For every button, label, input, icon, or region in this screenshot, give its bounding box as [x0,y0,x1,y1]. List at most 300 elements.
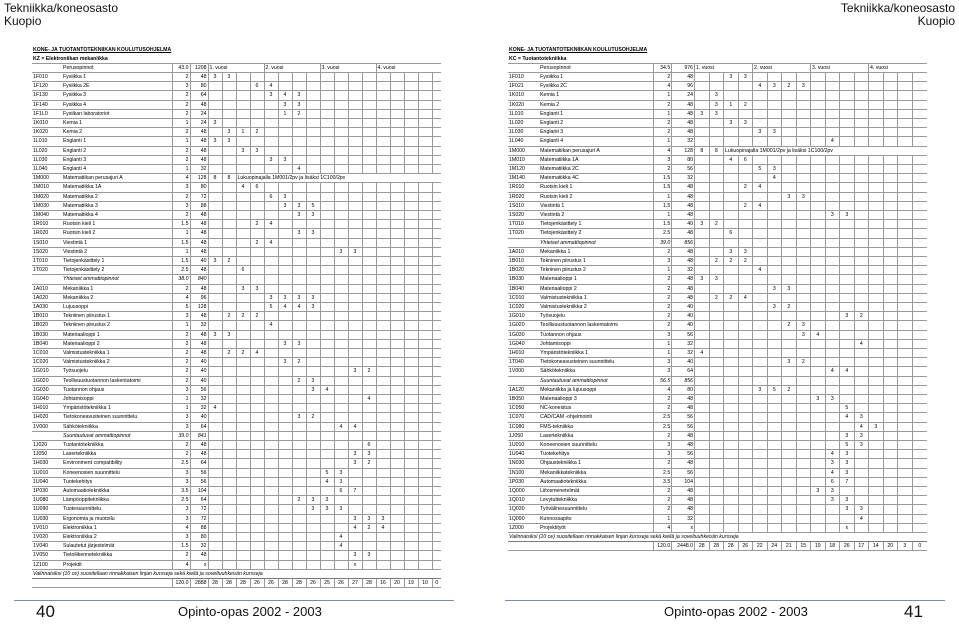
weekly-hours [767,431,782,440]
weekly-hours: 8 [222,174,236,183]
total-cell: 20 [883,542,898,551]
weekly-hours [376,312,390,321]
weekly-hours [404,459,418,468]
weekly-hours: 4 [236,183,250,192]
weekly-hours [738,459,753,468]
weekly-hours [334,431,348,440]
weekly-hours [796,523,811,532]
weekly-hours [278,413,292,422]
weekly-hours [404,487,418,496]
course-name: Koneenosien suunnittelu [539,441,653,450]
weekly-hours [767,459,782,468]
weekly-hours [418,238,432,247]
course-name: Ohjaustekniikka 1 [539,459,653,468]
weekly-hours [418,118,432,127]
weekly-hours [432,109,441,118]
weekly-hours [250,229,264,238]
hours: 48 [190,137,208,146]
credits: 2 [172,109,190,118]
weekly-hours: 3 [236,146,250,155]
weekly-hours [264,468,278,477]
weekly-hours [418,487,432,496]
weekly-hours [432,487,441,496]
total-cell [508,542,539,551]
course-name: Englanti 3 [62,155,172,164]
hours: 48 [672,431,695,440]
weekly-hours [362,109,376,118]
credits: 2 [172,91,190,100]
weekly-hours [222,523,236,532]
weekly-hours [709,137,724,146]
weekly-hours [883,293,898,302]
weekly-hours [222,91,236,100]
course-row [508,450,927,459]
weekly-hours [738,339,753,348]
weekly-hours [796,137,811,146]
weekly-hours [796,459,811,468]
weekly-hours [362,413,376,422]
weekly-hours [811,128,826,137]
weekly-hours [334,395,348,404]
weekly-hours [738,321,753,330]
weekly-hours [348,192,362,201]
weekly-hours [236,118,250,127]
weekly-hours [334,358,348,367]
weekly-hours [306,468,320,477]
weekly-hours [390,542,404,551]
weekly-hours [292,146,306,155]
weekly-hours [738,164,753,173]
weekly-hours [362,72,376,81]
weekly-hours [724,312,739,321]
weekly-hours [292,468,306,477]
weekly-hours [695,174,710,183]
weekly-hours [796,109,811,118]
weekly-hours: 4 [292,302,306,311]
weekly-hours [320,358,334,367]
course-name: Ruotsin kieli 1 [62,220,172,229]
total-cell: 28 [292,579,306,588]
weekly-hours [362,247,376,256]
weekly-hours [709,183,724,192]
weekly-hours [912,118,927,127]
weekly-hours [883,413,898,422]
weekly-hours [418,560,432,569]
weekly-hours [432,505,441,514]
weekly-hours: 3 [767,128,782,137]
weekly-hours [898,413,913,422]
weekly-hours [334,210,348,219]
weekly-hours: 3 [208,72,222,81]
weekly-hours [898,422,913,431]
weekly-hours [898,164,913,173]
weekly-hours [432,468,441,477]
course-code: 1G020 [32,376,62,385]
weekly-hours [898,395,913,404]
course-row [32,82,441,91]
weekly-hours [390,523,404,532]
course-code: 1V050 [32,551,62,560]
credits: 4 [653,82,672,91]
curriculum-table-left [32,46,441,588]
weekly-hours [348,349,362,358]
weekly-hours [362,293,376,302]
weekly-hours: 4 [825,468,840,477]
weekly-hours [840,137,855,146]
credits: 3 [653,358,672,367]
weekly-hours [320,164,334,173]
weekly-hours [362,487,376,496]
weekly-hours [695,376,710,385]
total-cell: 26 [738,542,753,551]
weekly-hours [912,349,927,358]
weekly-hours [334,450,348,459]
weekly-hours: 3 [250,146,264,155]
credits: 2.5 [653,422,672,431]
weekly-hours [320,404,334,413]
weekly-hours [432,431,441,440]
course-row [32,321,441,330]
weekly-hours: 2 [709,293,724,302]
credits: 4 [653,385,672,394]
weekly-hours [348,109,362,118]
weekly-hours [306,514,320,523]
weekly-hours [840,275,855,284]
total-cell: 26 [250,579,264,588]
hours: 48 [672,441,695,450]
weekly-hours [222,238,236,247]
weekly-hours [912,128,927,137]
weekly-hours [334,146,348,155]
totals-row [32,579,441,588]
weekly-hours [362,312,376,321]
weekly-hours [222,293,236,302]
weekly-hours [306,551,320,560]
weekly-hours [782,174,797,183]
weekly-hours [869,330,884,339]
credits: 2 [653,487,672,496]
weekly-hours [912,109,927,118]
weekly-hours [362,256,376,265]
weekly-hours [278,542,292,551]
weekly-hours [250,330,264,339]
weekly-hours [348,312,362,321]
weekly-hours [362,422,376,431]
weekly-hours [390,385,404,394]
weekly-hours [236,477,250,486]
total-cell: 19 [811,542,826,551]
weekly-hours [390,330,404,339]
weekly-hours [418,367,432,376]
weekly-hours [236,533,250,542]
weekly-hours [292,385,306,394]
weekly-hours [432,302,441,311]
weekly-hours [840,321,855,330]
weekly-hours [825,192,840,201]
weekly-hours [320,330,334,339]
course-row [32,118,441,127]
weekly-hours [348,385,362,394]
weekly-hours [348,238,362,247]
course-name: Sähkötekniikka [539,367,653,376]
weekly-hours [825,128,840,137]
weekly-hours [869,183,884,192]
weekly-hours [796,210,811,219]
weekly-hours [278,385,292,394]
weekly-hours [432,413,441,422]
weekly-hours [825,349,840,358]
weekly-hours [320,146,334,155]
weekly-hours [840,72,855,81]
course-row [508,229,927,238]
credits: 2.5 [653,468,672,477]
weekly-hours [236,82,250,91]
weekly-hours [912,404,927,413]
weekly-hours [753,256,768,265]
weekly-hours [898,128,913,137]
weekly-hours [883,82,898,91]
weekly-hours [264,247,278,256]
credits: 3 [653,155,672,164]
credits: 2 [653,275,672,284]
weekly-hours [912,413,927,422]
course-code: 1M140 [508,174,539,183]
course-name: Levytuttekniikka [539,496,653,505]
hours: 48 [672,183,695,192]
weekly-hours [376,459,390,468]
course-name: Matematiikka 1A [539,155,653,164]
weekly-hours [738,523,753,532]
weekly-hours [222,514,236,523]
weekly-hours: 2 [724,293,739,302]
weekly-hours [432,459,441,468]
weekly-hours [767,441,782,450]
weekly-hours [208,496,222,505]
weekly-hours [869,256,884,265]
weekly-hours [840,82,855,91]
weekly-hours [418,91,432,100]
credits: 2 [172,192,190,201]
course-code: 1J050 [32,450,62,459]
weekly-hours [825,238,840,247]
weekly-hours [264,256,278,265]
weekly-hours [796,302,811,311]
weekly-hours [912,302,927,311]
weekly-hours [753,441,768,450]
weekly-hours [912,505,927,514]
weekly-hours [796,256,811,265]
weekly-hours [306,146,320,155]
weekly-hours [709,118,724,127]
weekly-hours: 3 [724,118,739,127]
weekly-hours [869,210,884,219]
weekly-hours [695,395,710,404]
weekly-hours: 3 [767,164,782,173]
weekly-hours [432,201,441,210]
hours: 48 [672,109,695,118]
weekly-hours [869,367,884,376]
weekly-hours [695,201,710,210]
course-code: 1F120 [32,82,62,91]
weekly-hours [840,192,855,201]
course-name: Fysiikan laboratoriot [62,109,172,118]
weekly-hours: 3 [840,505,855,514]
weekly-hours: 3 [278,155,292,164]
weekly-hours [825,385,840,394]
course-name: Englanti 2 [539,118,653,127]
weekly-hours [208,533,222,542]
weekly-hours [709,422,724,431]
hours: 80 [672,155,695,164]
weekly-hours: 3 [840,312,855,321]
weekly-hours [796,477,811,486]
weekly-hours [796,266,811,275]
course-code: 1L010 [508,109,539,118]
course-row [32,505,441,514]
credits: 1 [172,137,190,146]
weekly-hours [840,284,855,293]
weekly-hours: 3 [306,376,320,385]
weekly-hours [898,496,913,505]
hours: 48 [672,210,695,219]
weekly-hours: 6 [724,229,739,238]
weekly-hours [390,210,404,219]
weekly-hours [432,523,441,532]
weekly-hours: 3 [840,468,855,477]
credits: 1 [653,339,672,348]
credits: 2 [653,395,672,404]
weekly-hours [376,339,390,348]
weekly-hours [250,385,264,394]
weekly-hours [883,137,898,146]
weekly-hours [236,395,250,404]
weekly-hours [264,523,278,532]
credits: 3 [172,468,190,477]
weekly-hours [811,477,826,486]
hours: 40 [672,220,695,229]
weekly-hours [738,468,753,477]
weekly-hours [767,100,782,109]
weekly-hours [348,220,362,229]
weekly-hours [362,533,376,542]
course-row [508,155,927,164]
weekly-hours [404,422,418,431]
weekly-hours [362,128,376,137]
weekly-hours [811,367,826,376]
credits: 1 [172,321,190,330]
course-row [32,137,441,146]
hours: 32 [672,349,695,358]
weekly-hours [222,201,236,210]
weekly-hours [724,238,739,247]
weekly-hours [695,118,710,127]
weekly-hours [738,82,753,91]
weekly-hours [854,201,869,210]
course-code: 1V000 [32,422,62,431]
course-row [508,82,927,91]
credits: 1 [172,404,190,413]
weekly-hours [278,275,292,284]
weekly-hours: 4 [753,82,768,91]
weekly-hours [840,256,855,265]
total-cell: 28 [695,542,710,551]
weekly-hours [825,523,840,532]
weekly-hours [869,413,884,422]
weekly-hours [695,100,710,109]
weekly-hours [306,523,320,532]
weekly-hours [208,210,222,219]
weekly-hours [250,137,264,146]
weekly-hours [390,192,404,201]
weekly-hours [912,487,927,496]
weekly-hours [404,284,418,293]
total-cell: 28 [709,542,724,551]
weekly-hours [418,210,432,219]
weekly-hours [767,183,782,192]
column-header: 34.5 [653,63,672,72]
weekly-hours [306,72,320,81]
weekly-hours [782,523,797,532]
hours: 48 [190,349,208,358]
hours: 856 [672,376,695,385]
course-code: 1S010 [508,201,539,210]
weekly-hours [208,385,222,394]
totals-row [508,542,927,551]
weekly-hours [738,210,753,219]
weekly-hours [390,395,404,404]
course-name: Tietokoneavusteinen suunnittelu [539,358,653,367]
course-row [32,468,441,477]
weekly-hours [767,201,782,210]
credits: 1.5 [653,174,672,183]
credits: 1 [172,118,190,127]
weekly-hours [709,496,724,505]
weekly-hours [292,349,306,358]
weekly-hours [306,238,320,247]
weekly-hours [432,284,441,293]
weekly-hours [782,514,797,523]
weekly-hours [796,441,811,450]
weekly-hours [883,358,898,367]
weekly-hours [236,192,250,201]
weekly-hours [825,82,840,91]
weekly-hours [767,505,782,514]
course-code: 1G040 [508,339,539,348]
weekly-hours [418,137,432,146]
hours: 96 [672,82,695,91]
weekly-hours [724,284,739,293]
weekly-hours [782,275,797,284]
weekly-hours [767,293,782,302]
credits: 5 [172,302,190,311]
weekly-hours [432,560,441,569]
weekly-hours [869,100,884,109]
weekly-hours [753,358,768,367]
weekly-hours [208,247,222,256]
weekly-hours [292,367,306,376]
weekly-hours [376,256,390,265]
course-code: 1H010 [32,404,62,413]
weekly-hours [869,312,884,321]
credits: 3 [653,367,672,376]
weekly-hours [418,505,432,514]
hours: 48 [672,229,695,238]
weekly-hours [376,210,390,219]
weekly-hours: 4 [320,385,334,394]
weekly-hours [767,155,782,164]
weekly-hours [278,395,292,404]
weekly-hours [208,349,222,358]
